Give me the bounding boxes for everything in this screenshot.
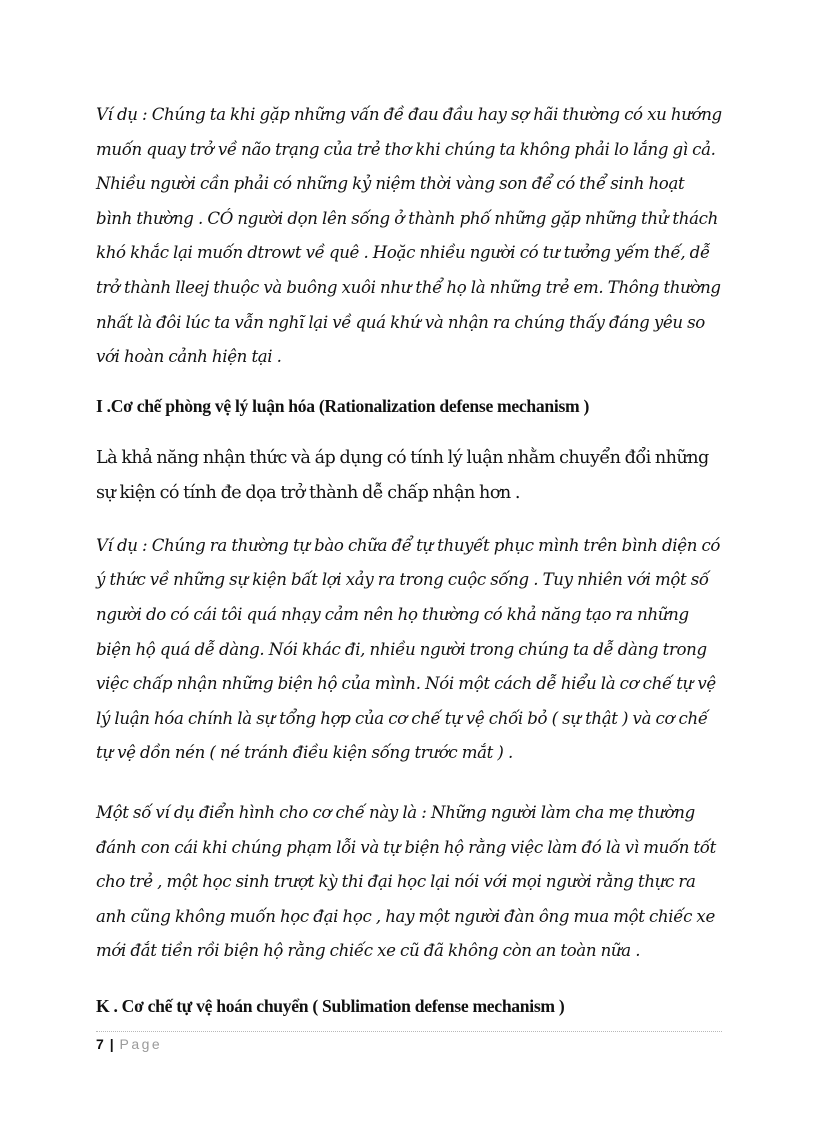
page-number: 7 — [96, 1036, 104, 1052]
footer-separator: | — [109, 1036, 114, 1052]
example-paragraph-1: Ví dụ : Chúng ta khi gặp những vấn đề đau đầu hay sợ hãi thường có xu hướng muốn quay trở về não trạng của trẻ thơ khi chúng ta không phải lo lắng gì cả. Nhiều người cần phải có những kỷ niệm thời vàng son để có thể sinh hoạt bình thường . CÓ người dọn lên sống ở thành phố những gặp những thử thách khó khắc lại muốn dtrowt về quê . Hoặc nhiều người có tư tưởng yếm thế, dễ trở thành lleej thuộc và buông xuôi như thể họ là những trẻ em. Thông thường nhất là đôi lúc ta vẫn nghĩ lại về quá khứ và nhận ra chúng thấy đáng yêu so với hoàn cảnh hiện tại . — [96, 105, 722, 367]
example-paragraph-3: Một số ví dụ điển hình cho cơ chế này là : Những người làm cha mẹ thường đánh con cái khi chúng phạm lỗi và tự biện hộ rằng việc làm đó là vì muốn tốt cho trẻ , một học sinh trượt kỳ thi đại học lại nói với mọi người rằng thực ra anh cũng không muốn học đại học , hay một người đàn ông mua một chiếc xe mới đắt tiền rồi biện hộ rằng chiếc xe cũ đã không còn an toàn nữa . — [96, 802, 716, 961]
section-heading-k: K . Cơ chế tự vệ hoán chuyển ( Sublimation defense mechanism ) — [96, 995, 565, 1016]
example-paragraph-2: Ví dụ : Chúng ra thường tự bào chữa để tự thuyết phục mình trên bình diện có ý thức về những sự kiện bất lợi xảy ra trong cuộc sống . Tuy nhiên với một số người do có cái tôi quá nhạy cảm nên họ thường có khả năng tạo ra những biện hộ quá dễ dàng. Nói khác đi, nhiều người trong chúng ta dễ dàng trong việc chấp nhận những biện hộ của mình. Nói một cách dễ hiểu là cơ chế tự vệ lý luận hóa chính là sự tổng hợp của cơ chế tự vệ chối bỏ ( sự thật ) và cơ chế tự vệ dồn nén ( né tránh điều kiện sống trước mắt ) . — [96, 535, 721, 763]
definition-paragraph-i: Là khả năng nhận thức và áp dụng có tính lý luận nhằm chuyển đổi những sự kiện có tính đe dọa trở thành dễ chấp nhận hơn . — [96, 447, 709, 503]
footer-divider — [96, 1031, 722, 1032]
page-footer — [96, 1035, 162, 1053]
page-body — [96, 98, 722, 1021]
section-heading-i: I .Cơ chế phòng vệ lý luận hóa (Rationalization defense mechanism ) — [96, 395, 590, 416]
page-label: Page — [119, 1036, 163, 1052]
